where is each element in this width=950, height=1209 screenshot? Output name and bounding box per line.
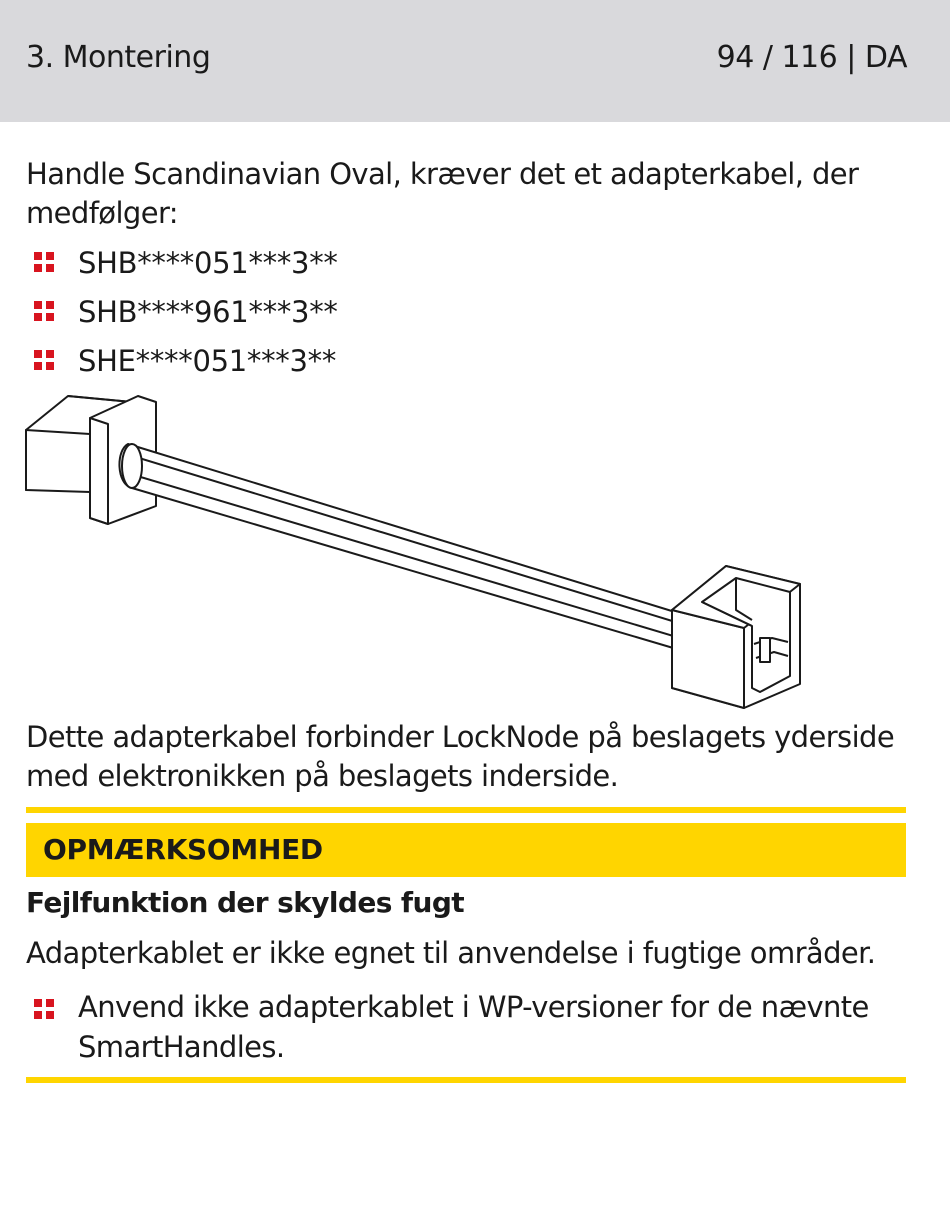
notice-action-item [26, 987, 906, 1067]
list-item [26, 291, 338, 340]
notice-bottom-rule [26, 1077, 906, 1083]
section-title: 3. Montering [26, 40, 211, 75]
notice-title: OPMÆRKSOMHED [43, 833, 323, 866]
notice-subtitle: Fejlfunktion der skyldes fugt [26, 886, 465, 919]
bullet-icon [34, 252, 54, 272]
model-list [26, 242, 338, 389]
list-item [26, 340, 338, 389]
notice-action-text: Anvend ikke adapterkablet i WP-versioner for de nævnte SmartHandles. [78, 990, 869, 1064]
list-item [26, 242, 338, 291]
model-number: SHB****961***3** [78, 295, 338, 329]
cable-description: Dette adapterkabel forbinder LockNode på beslagets yderside med elektronikken på beslagets inderside. [26, 720, 895, 793]
page-indicator: 94 / 116 | DA [716, 40, 907, 75]
model-number: SHB****051***3** [78, 246, 338, 280]
notice-text: Adapterkablet er ikke egnet til anvendelse i fugtige områder. [26, 936, 876, 970]
page-header [0, 0, 950, 122]
notice-banner [26, 823, 906, 877]
model-number: SHE****051***3** [78, 344, 337, 378]
notice-top-rule [26, 807, 906, 813]
adapter-cable-illustration [20, 388, 810, 713]
intro-text: Handle Scandinavian Oval, kræver det et adapterkabel, der medfølger: [26, 157, 859, 230]
bullet-icon [34, 301, 54, 321]
bullet-icon [34, 999, 54, 1019]
bullet-icon [34, 350, 54, 370]
